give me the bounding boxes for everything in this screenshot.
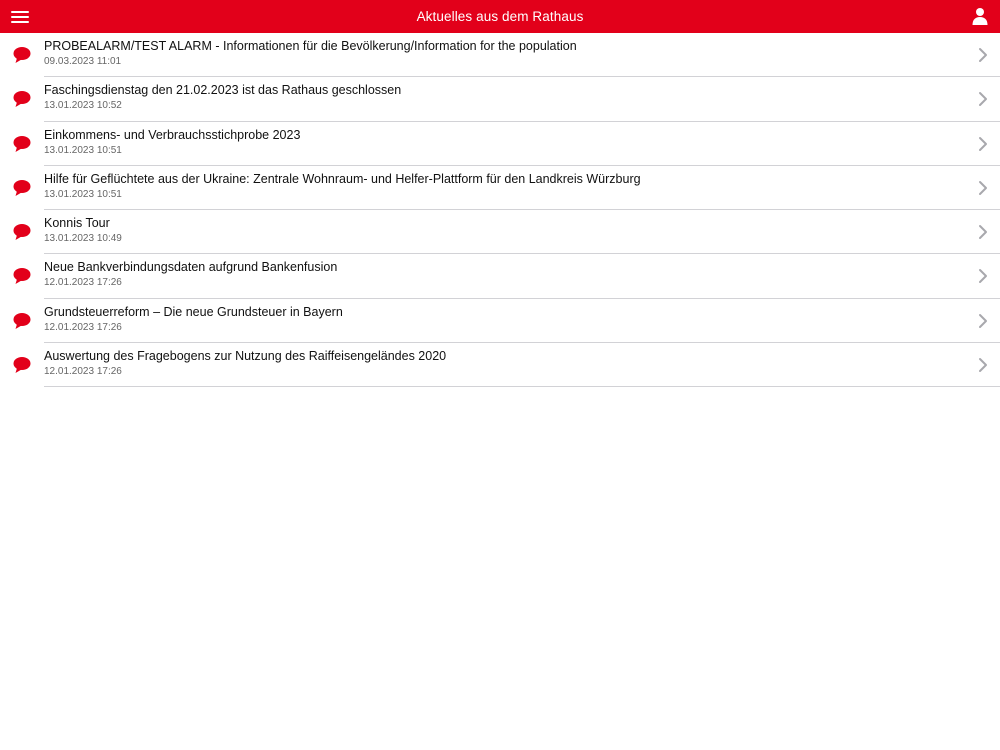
top-bar [0, 0, 1000, 33]
news-item-date: 12.01.2023 17:26 [44, 366, 122, 378]
news-item-date: 12.01.2023 17:26 [44, 277, 122, 289]
speech-bubble-icon [12, 134, 32, 154]
news-item[interactable] [0, 210, 1000, 254]
news-item[interactable] [0, 254, 1000, 298]
news-list [0, 33, 1000, 387]
news-item-title: Grundsteuerreform – Die neue Grundsteuer in Bayern [44, 304, 343, 319]
speech-bubble-icon [12, 311, 32, 331]
news-item-title: Konnis Tour [44, 216, 110, 231]
chevron-right-icon [978, 136, 988, 152]
news-item[interactable] [0, 77, 1000, 121]
speech-bubble-icon [12, 266, 32, 286]
news-item[interactable] [0, 166, 1000, 210]
chevron-right-icon [978, 91, 988, 107]
news-item-date: 09.03.2023 11:01 [44, 56, 122, 67]
news-item[interactable] [0, 33, 1000, 77]
chevron-right-icon [978, 313, 988, 329]
news-item[interactable] [0, 299, 1000, 343]
speech-bubble-icon [12, 355, 32, 375]
speech-bubble-icon [12, 45, 32, 65]
chevron-right-icon [978, 268, 988, 284]
news-item-date: 13.01.2023 10:52 [44, 100, 122, 112]
news-item-date: 13.01.2023 10:51 [44, 144, 122, 156]
chevron-right-icon [978, 47, 988, 63]
chevron-right-icon [978, 224, 988, 240]
news-item[interactable] [0, 343, 1000, 387]
chevron-right-icon [978, 357, 988, 373]
row-divider [44, 386, 1000, 387]
news-item-date: 12.01.2023 17:26 [44, 321, 122, 333]
speech-bubble-icon [12, 89, 32, 109]
news-item-date: 13.01.2023 10:51 [44, 188, 122, 200]
page-title: Aktuelles aus dem Rathaus [416, 9, 584, 24]
chevron-right-icon [978, 180, 988, 196]
news-item-title: Neue Bankverbindungsdaten aufgrund Bankenfusion [44, 260, 338, 275]
news-item-title: Hilfe für Geflüchtete aus der Ukraine: Zentrale Wohnraum- und Helfer-Plattform für den Landkreis Würzburg [44, 171, 641, 186]
speech-bubble-icon [12, 222, 32, 242]
speech-bubble-icon [12, 178, 32, 198]
news-item-date: 13.01.2023 10:49 [44, 233, 122, 245]
news-item[interactable] [0, 122, 1000, 166]
news-item-title: Einkommens- und Verbrauchsstichprobe 2023 [44, 127, 301, 142]
news-item-title: PROBEALARM/TEST ALARM - Informationen für die Bevölkerung/Information for the population [44, 39, 577, 53]
user-icon[interactable] [970, 6, 990, 26]
news-item-title: Auswertung des Fragebogens zur Nutzung des Raiffeisengeländes 2020 [44, 349, 447, 364]
news-item-title: Faschingsdienstag den 21.02.2023 ist das Rathaus geschlossen [44, 83, 402, 98]
